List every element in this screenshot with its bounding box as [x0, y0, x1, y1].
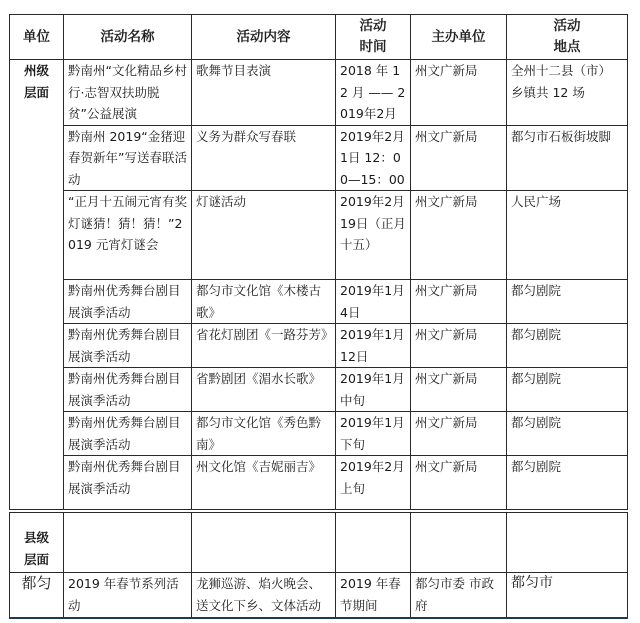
cell-name: [64, 511, 192, 573]
cell-time: 2019年1月12日: [336, 324, 411, 368]
cell-name: 2019 年春节系列活动: [64, 573, 192, 618]
header-activity-place: [507, 15, 628, 60]
header-time-line1: 活动: [359, 18, 387, 34]
cell-content: 灯谜活动: [192, 191, 336, 280]
cell-content: [192, 511, 336, 573]
cell-content: 都匀市文化馆《秀色黔南》: [192, 412, 336, 456]
table-row-duyun: [10, 573, 628, 618]
cell-organizer: 州文广新局: [411, 412, 507, 456]
cell-place: [507, 511, 628, 573]
cell-place: 全州十二县（市）乡镇共 12 场: [507, 60, 628, 126]
cell-place: 都匀市: [507, 573, 628, 618]
header-place-line2: 地点: [553, 39, 581, 55]
cell-name: 黔南州优秀舞台剧目展演季活动: [64, 324, 192, 368]
cell-time: 2018 年 12 月 —— 2019年2月: [336, 60, 411, 126]
cell-organizer: 州文广新局: [411, 324, 507, 368]
cell-organizer: 都匀市委 市政府: [411, 573, 507, 618]
cell-time: 2019年2月1日 12：00—15：00: [336, 125, 411, 191]
cell-name: 黔南州优秀舞台剧目展演季活动: [64, 412, 192, 456]
cell-place: 都匀剧院: [507, 324, 628, 368]
cell-organizer: 州文广新局: [411, 125, 507, 191]
cell-content: 省花灯剧团《一路芬芳》: [192, 324, 336, 368]
activity-schedule-table: [9, 14, 628, 619]
cell-content: 都匀市文化馆《木楼古歌》: [192, 280, 336, 324]
table-row-county-level: [10, 511, 628, 573]
header-unit: 单位: [10, 15, 64, 60]
cell-content: 州文化馆《吉妮丽吉》: [192, 456, 336, 511]
table-row: [10, 60, 628, 126]
cell-content: 省黔剧团《湄水长歌》: [192, 368, 336, 412]
cell-place: 都匀剧院: [507, 456, 628, 511]
table-row: [10, 412, 628, 456]
table-row: [10, 280, 628, 324]
cell-time: [336, 511, 411, 573]
cell-place: 人民广场: [507, 191, 628, 280]
cell-time: 2019年1月4日: [336, 280, 411, 324]
header-activity-content: 活动内容: [192, 15, 336, 60]
table-row: [10, 191, 628, 280]
cell-time: 2019年1月下旬: [336, 412, 411, 456]
cell-organizer: 州文广新局: [411, 60, 507, 126]
cell-name: “正月十五闹元宵有奖灯谜猜！猜！猜！”2019 元宵灯谜会: [64, 191, 192, 280]
group-prefecture-level: 州级 层面: [10, 60, 64, 511]
cell-time: 2019年2月19日（正月十五）: [336, 191, 411, 280]
table-row: [10, 368, 628, 412]
group-county-level: 县级 层面: [10, 511, 64, 573]
cell-place: 都匀市石板街坡脚: [507, 125, 628, 191]
header-organizer: 主办单位: [411, 15, 507, 60]
cell-organizer: 州文广新局: [411, 280, 507, 324]
cell-content: 龙狮巡游、焰火晚会、送文化下乡、文体活动: [192, 573, 336, 618]
cell-time: 2019年1月中旬: [336, 368, 411, 412]
cell-place: 都匀剧院: [507, 412, 628, 456]
cell-organizer: 州文广新局: [411, 191, 507, 280]
table-row: [10, 125, 628, 191]
cell-name: 黔南州优秀舞台剧目展演季活动: [64, 456, 192, 511]
cell-time: 2019年2月上旬: [336, 456, 411, 511]
header-activity-name: 活动名称: [64, 15, 192, 60]
cell-name: 黔南州“文化精品乡村行·志智双扶助脱贫”公益展演: [64, 60, 192, 126]
table-row: [10, 324, 628, 368]
header-time-line2: 时间: [359, 39, 387, 55]
cell-place: 都匀剧院: [507, 368, 628, 412]
cell-time: 2019 年春节期间: [336, 573, 411, 618]
cell-name: 黔南州 2019“金猪迎春贺新年”写送春联活动: [64, 125, 192, 191]
header-row: [10, 15, 628, 60]
header-place-line1: 活动: [553, 18, 581, 34]
header-activity-time: [336, 15, 411, 60]
cell-name: 黔南州优秀舞台剧目展演季活动: [64, 280, 192, 324]
cell-organizer: [411, 511, 507, 573]
cell-place: 都匀剧院: [507, 280, 628, 324]
cell-organizer: 州文广新局: [411, 368, 507, 412]
cell-organizer: 州文广新局: [411, 456, 507, 511]
cell-name: 黔南州优秀舞台剧目展演季活动: [64, 368, 192, 412]
cell-content: 义务为群众写春联: [192, 125, 336, 191]
cell-content: 歌舞节目表演: [192, 60, 336, 126]
table-row: [10, 456, 628, 511]
group-duyun: 都匀: [10, 573, 64, 618]
